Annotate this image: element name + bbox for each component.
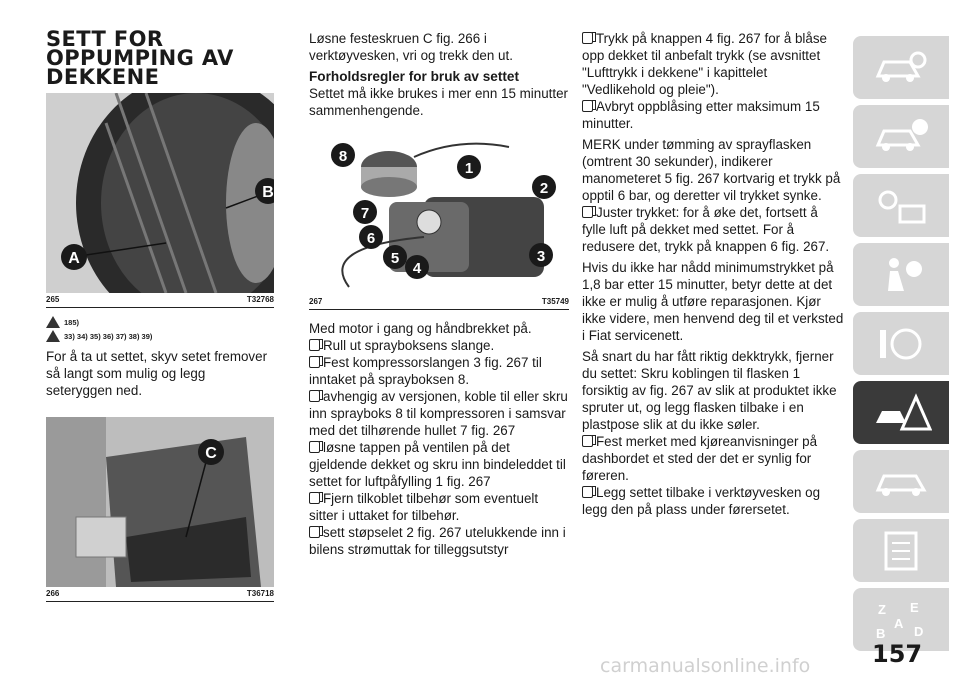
tab-seat-airbag[interactable] [853,243,949,306]
figure-number: 266 [46,589,60,598]
callout-2: 2 [539,180,549,197]
label-a: A [68,250,80,267]
callout-7: 7 [360,205,370,222]
kit-image [309,127,569,295]
warning-triangle-icon [46,316,60,328]
tab-breakdown[interactable] [853,381,949,444]
bullet-item: avhengig av versjonen, koble til eller skru inn sprayboks 8 til kompressoren i samsvar med det tilhørende hullet 7 fig. 267 [309,389,568,438]
figure-number: 267 [309,297,323,306]
tab-car-search[interactable] [853,36,949,99]
checkbox-bullet-icon [309,339,320,351]
breakdown-warning-icon [870,391,932,435]
seat-image [46,417,274,587]
figure-code: T32768 [246,295,274,304]
chapter-tabs [853,36,949,657]
checkbox-bullet-icon [582,32,593,44]
paragraph: MERK under tømming av sprayflasken (omtrent 30 sekunder), indikerer manometeret 5 fig. 267 kortvarig et trykk på opptil 6 bar, og deretter vil trykket synke. [582,137,841,203]
bullet-item: Fest kompressorslangen 3 fig. 267 til inntaket på sprayboksen 8. [309,355,542,387]
column-middle [309,30,569,558]
bullet-item: Fest merket med kjøreanvisninger på dashbordet et sted der det er synlig for føreren. [582,434,818,483]
subheading: Forholdsregler for bruk av settet [309,69,519,84]
column-left [46,27,274,602]
bullet-item: Avbryt oppblåsing etter maksimum 15 minutter. [582,99,820,131]
car-search-icon [870,46,932,90]
checkbox-bullet-icon [582,206,593,218]
label-b: B [262,184,274,201]
paragraph: Med motor i gang og håndbrekket på. [309,321,532,336]
svg-text:A: A [894,615,904,631]
bullet-item: Fjern tilkoblet tilbehør som eventuelt sitter i uttaket for tilbehør. [309,491,539,523]
checkbox-bullet-icon [309,390,320,402]
steering-key-icon [870,322,932,366]
checkbox-bullet-icon [582,435,593,447]
tab-car-info[interactable] [853,105,949,168]
bullet-item: løsne tappen på ventilen på det gjeldende dekket og skru inn bindeleddet til settet for luftpåfylling 1 fig. 267 [309,440,566,489]
callout-3: 3 [536,248,546,265]
figure-265 [46,93,274,308]
figure-code: T35749 [541,297,569,306]
paragraph: Løsne festeskruen C fig. 266 i verktøyvesken, vri og trekk den ut. [309,31,513,63]
figure-caption [46,293,274,307]
callout-5: 5 [390,250,400,267]
label-c: C [205,445,217,462]
svg-text:Z: Z [878,601,886,617]
svg-text:D: D [914,623,924,639]
checkbox-bullet-icon [309,356,320,368]
checkbox-bullet-icon [582,486,593,498]
svg-text:E: E [910,599,919,615]
figure-code: T36718 [246,589,274,598]
watermark: carmanualsonline.info [600,655,811,677]
checkbox-bullet-icon [309,441,320,453]
seat-airbag-icon [870,253,932,297]
callout-8: 8 [338,148,348,165]
paragraph: Hvis du ikke har nådd minimumstrykket på 1,8 bar etter 15 minutter, betyr dette at det ikke er mulig å utføre reparasjonen. Kjør ikke videre, men henvend deg til et verksted i Fiat servicenett. [582,260,844,343]
callout-1: 1 [464,160,474,177]
bullet-item: Legg settet tilbake i verktøyvesken og legg den på plass under førersetet. [582,485,821,517]
car-service-icon [870,460,932,504]
tab-list[interactable] [853,519,949,582]
paragraph: For å ta ut settet, skyv setet fremover så langt som mulig og legg seteryggen ned. [46,349,268,398]
warning-triangle-icon [46,330,60,342]
tire-image [46,93,274,293]
figure-caption [309,295,569,309]
bullet-item: Rull ut sprayboksens slange. [309,337,569,354]
alphabet-index-icon [870,598,932,642]
warning-ref-1: 185) [46,316,274,328]
lights-mail-icon [870,184,932,228]
figure-267 [309,127,569,310]
svg-text:B: B [876,625,886,641]
bullet-item: sett støpselet 2 fig. 267 utelukkende inn i bilens strømuttak for tilleggsutstyr [309,525,566,557]
callout-6: 6 [366,230,376,247]
tab-steering-key[interactable] [853,312,949,375]
tab-car-service[interactable] [853,450,949,513]
paragraph: Så snart du har fått riktig dekktrykk, fjerner du settet: Skru koblingen til flasken 1 forsiktig av fig. 267 av slik at produktet ikke spruter ut, og legg flasken tilbake i en plastpose slik at du ikke søler. [582,349,837,432]
figure-caption [46,587,274,601]
car-info-icon [870,115,932,159]
warning-ref-2: 33) 34) 35) 36) 37) 38) 39) [46,330,274,342]
page-number: 157 [872,640,923,668]
checkbox-bullet-icon [309,492,320,504]
bullet-item: Juster trykket: for å øke det, fortsett å fylle luft på dekket med settet. For å redusere det, trykk på knappen 6 fig. 267. [582,205,830,254]
figure-number: 265 [46,295,60,304]
tab-lights-mail[interactable] [853,174,949,237]
column-right [582,30,844,518]
paragraph: Settet må ikke brukes i mer enn 15 minutter sammenhengende. [309,86,568,118]
bullet-item: Trykk på knappen 4 fig. 267 for å blåse opp dekket til anbefalt trykk (se avsnittet "Lufttrykk i dekkene" i kapittelet "Vedlikehold og pleie"). [582,31,828,97]
callout-4: 4 [412,260,422,277]
checkbox-bullet-icon [582,100,593,112]
figure-266 [46,417,274,602]
section-title: SETT FOR OPPUMPING AV DEKKENE [46,27,234,89]
checkbox-bullet-icon [309,526,320,538]
list-icon [870,529,932,573]
